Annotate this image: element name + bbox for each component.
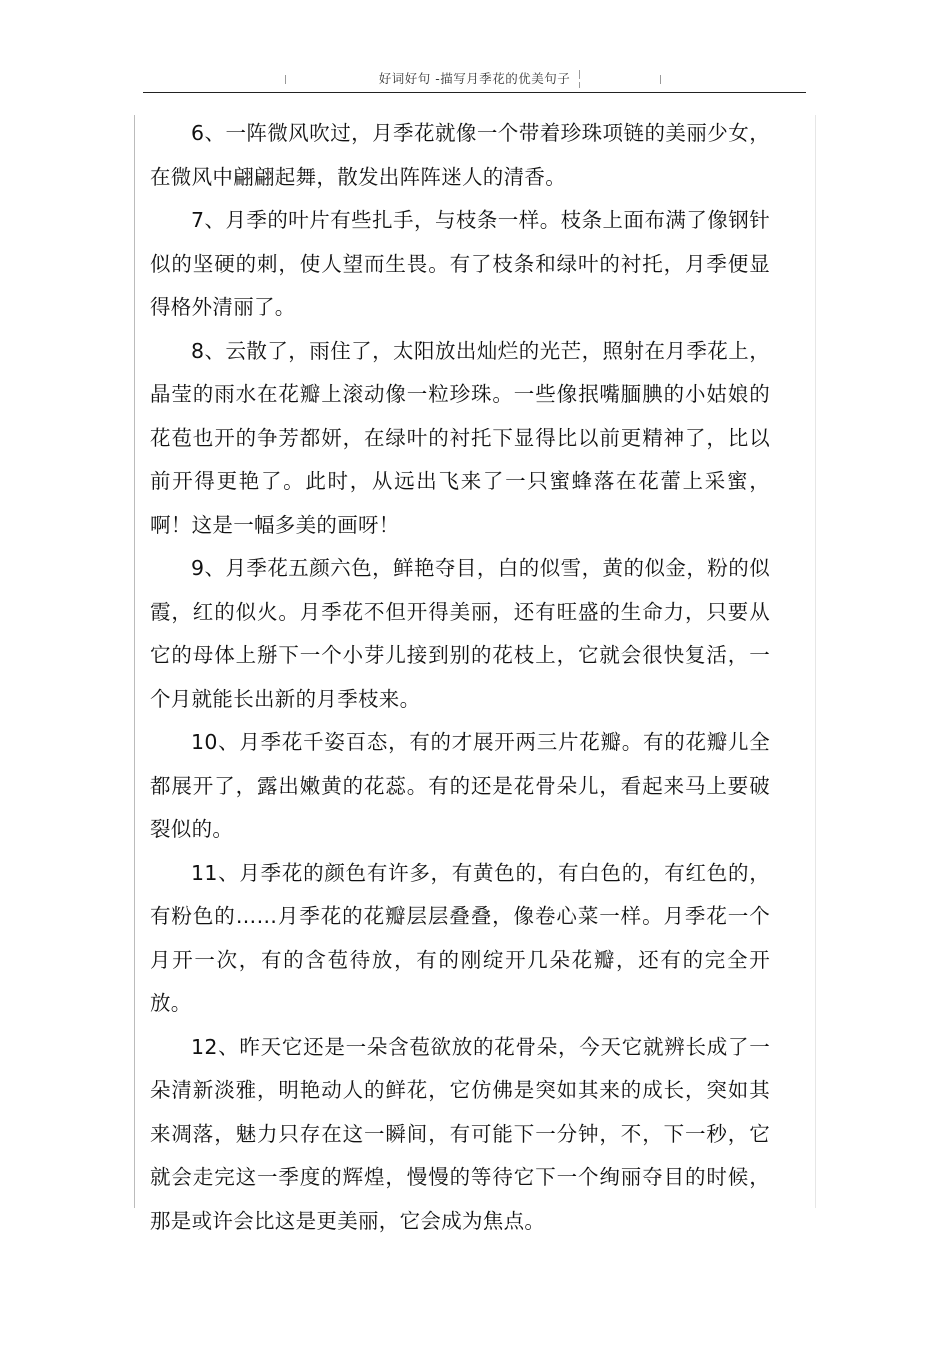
paragraph-9: 9、月季花五颜六色，鲜艳夺目，白的似雪，黄的似金，粉的似霞，红的似火。月季花不但开得美丽，还有旺盛的生命力，只要从它的母体上掰下一个小芽儿接到别的花枝上，它就会很快复活，一个月就能长出新的月季枝来。	[150, 556, 770, 711]
paragraph-8: 8、云散了，雨住了，太阳放出灿烂的光芒，照射在月季花上，晶莹的雨水在花瓣上滚动像一粒珍珠。一些像抿嘴腼腆的小姑娘的花苞也开的争芳都妍，在绿叶的衬托下显得比以前更精神了，比以前开得更艳了。此时，从远出飞来了一只蜜蜂落在花蕾上采蜜，啊！这是一幅多美的画呀！	[150, 338, 770, 537]
right-margin-rule	[815, 115, 816, 1208]
left-margin-rule	[134, 115, 135, 1208]
paragraph-6: 6、一阵微风吹过，月季花就像一个带着珍珠项链的美丽少女，在微风中翩翩起舞，散发出阵阵迷人的清香。	[150, 121, 770, 189]
paragraph-12: 12、昨天它还是一朵含苞欲放的花骨朵，今天它就辨长成了一朵清新淡雅，明艳动人的鲜花，它仿佛是突如其来的成长，突如其来凋落，魅力只存在这一瞬间，有可能下一分钟，不，下一秒，它就会走完这一季度的辉煌，慢慢的等待它下一个绚丽夺目的时候，那是或许会比这是更美丽，它会成为焦点。	[150, 1034, 770, 1233]
paragraph-7: 7、月季的叶片有些扎手，与枝条一样。枝条上面布满了像钢针似的坚硬的刺，使人望而生畏。有了枝条和绿叶的衬托，月季便显得格外清丽了。	[150, 208, 770, 319]
page-header	[143, 60, 806, 93]
paragraph-11: 11、月季花的颜色有许多，有黄色的，有白色的，有红色的，有粉色的……月季花的花瓣层层叠叠，像卷心菜一样。月季花一个月开一次，有的含苞待放，有的刚绽开几朵花瓣，还有的完全开放。	[150, 860, 770, 1015]
paragraph-10: 10、月季花千姿百态，有的才展开两三片花瓣。有的花瓣儿全都展开了，露出嫩黄的花蕊。有的还是花骨朵儿，看起来马上要破裂似的。	[150, 730, 770, 841]
header-title: 好词好句 -描写月季花的优美句子	[378, 71, 571, 86]
document-body	[150, 112, 770, 1243]
